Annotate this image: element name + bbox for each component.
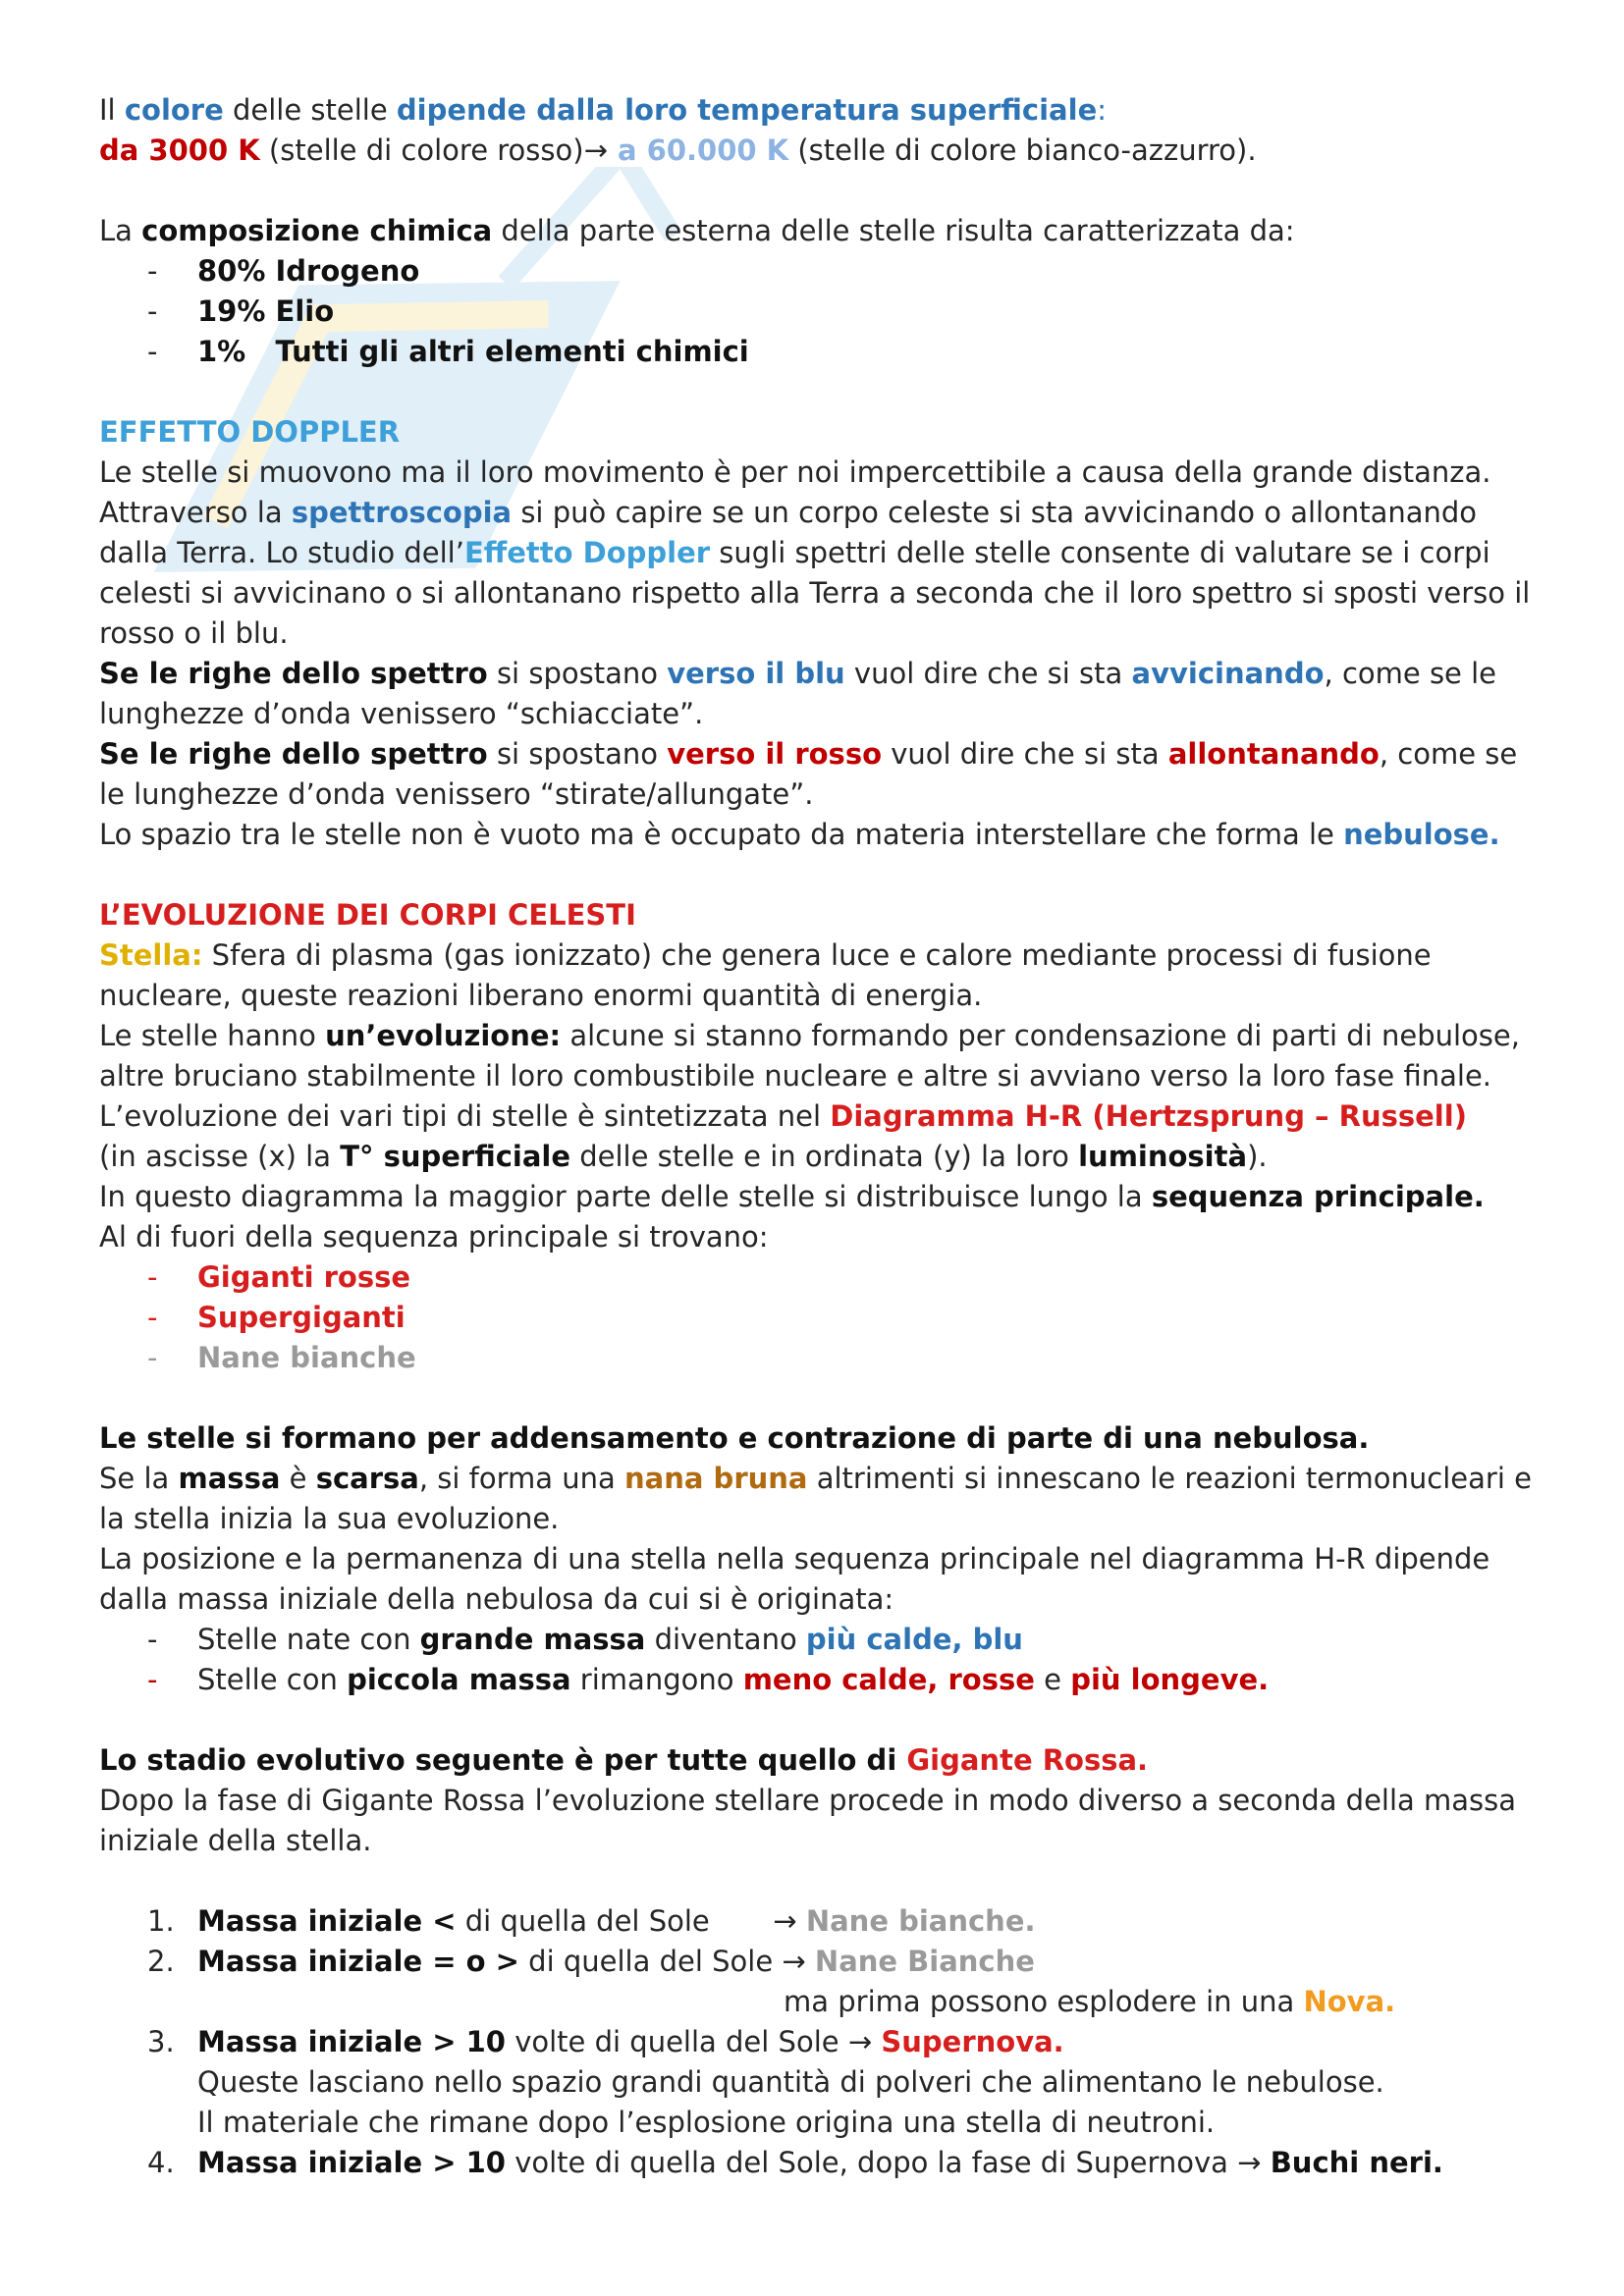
arrow-right-icon: → (1237, 2146, 1271, 2179)
list-item: - 19% Elio (147, 294, 335, 328)
evolution-heading: L’EVOLUZIONE DEI CORPI CELESTI (99, 898, 636, 932)
mass-outcomes-list (99, 1901, 1543, 2183)
brown-dwarf-paragraph: Se la massa è scarsa, si forma una nana bruna altrimenti si innescano le reazioni termonucleari e la stella inizia la sua evoluzione. (99, 1462, 1532, 1535)
list-item: 1. Massa iniziale < di quella del Sole → Nane bianche. (147, 1904, 1036, 1938)
list-item: 2. Massa iniziale = o > di quella del Sole → Nane Bianche (147, 1945, 1035, 1978)
list-item: 4. Massa iniziale > 10 volte di quella del Sole, dopo la fase di Supernova → Buchi neri. (147, 2146, 1443, 2179)
doppler-blueshift: Se le righe dello spettro si spostano verso il blu vuol dire che si sta avvicinando, come se le lunghezze d’onda venissero “schiacciate”. (99, 657, 1497, 730)
mass-list (99, 1620, 1543, 1700)
formation-heading: Le stelle si formano per addensamento e contrazione di parte di una nebulosa. (99, 1421, 1370, 1455)
hr-axes-line: (in ascisse (x) la T° superficiale delle stelle e in ordinata (y) la loro luminosità). (99, 1140, 1268, 1173)
main-sequence-position: La posizione e la permanenza di una stella nella sequenza principale nel diagramma H-R dipende dalla massa iniziale della nebulosa da cui si è originata: (99, 1542, 1490, 1616)
doppler-redshift: Se le righe dello spettro si spostano verso il rosso vuol dire che si sta allontanando, come se le lunghezze d’onda venissero “stirate/allungate”. (99, 737, 1518, 811)
composition-list (99, 251, 1543, 372)
list-item: 3. Massa iniziale > 10 volte di quella del Sole → Supernova. (147, 2025, 1064, 2058)
arrow-right-icon: → (847, 2025, 882, 2058)
temperature-range-line: da 3000 K (stelle di colore rosso)→ a 60.000 K (stelle di colore bianco-azzurro). (99, 133, 1257, 167)
arrow-right-icon: → (773, 1904, 806, 1938)
arrow-right-icon: → (782, 1945, 815, 1978)
red-giant-stage: Lo stadio evolutivo seguente è per tutte quello di Gigante Rossa. (99, 1743, 1149, 1777)
doppler-paragraph-1: Le stelle si muovono ma il loro movimento è per noi impercettibile a causa della grande distanza. (99, 455, 1491, 489)
document-page (99, 90, 1543, 2183)
star-evolution-paragraph: Le stelle hanno un’evoluzione: alcune si stanno formando per condensazione di parti di nebulose, altre bruciano stabilmente il loro combustibile nucleare e altre si avviano verso la loro fase finale. (99, 1019, 1520, 1093)
list-item: - 80% Idrogeno (147, 254, 420, 288)
hr-diagram-line: L’evoluzione dei vari tipi di stelle è sintetizzata nel Diagramma H-R (Hertzsprung – Russell) (99, 1099, 1467, 1133)
composition-lead: La composizione chimica della parte esterna delle stelle risulta caratterizzata da: (99, 214, 1295, 247)
main-sequence-line: In questo diagramma la maggior parte delle stelle si distribuisce lungo la sequenza principale. (99, 1180, 1485, 1213)
star-types-list (99, 1257, 1543, 1378)
list-item: - Supergiganti (147, 1301, 406, 1334)
list-item: - 1% Tutti gli altri elementi chimici (147, 335, 749, 368)
supernova-note: Queste lasciano nello spazio grandi quantità di polveri che alimentano le nebulose. (197, 2065, 1384, 2099)
outside-main-sequence: Al di fuori della sequenza principale si trovano: (99, 1220, 769, 1254)
interstellar-matter: Lo spazio tra le stelle non è vuoto ma è occupato da materia interstellare che forma le nebulose. (99, 818, 1500, 851)
list-item: - Stelle nate con grande massa diventano più calde, blu (147, 1623, 1023, 1656)
list-item: - Stelle con piccola massa rimangono meno calde, rosse e più longeve. (147, 1663, 1270, 1696)
doppler-paragraph-2: Attraverso la spettroscopia si può capire se un corpo celeste si sta avvicinando o allontanando dalla Terra. Lo studio dell’Effetto Doppler sugli spettri delle stelle consente di valutare se i corpi celesti si avvicinano o si allontanano rispetto alla Terra a seconda che il loro spettro si sposti verso il rosso o il blu. (99, 496, 1531, 650)
nova-line: ma prima possono esplodere in una Nova. (784, 1985, 1396, 2018)
doppler-heading: EFFETTO DOPPLER (99, 415, 401, 449)
arrow-right-icon: → (583, 133, 608, 167)
list-item: - Nane bianche (147, 1341, 416, 1374)
neutron-star-note: Il materiale che rimane dopo l’esplosione origina una stella di neutroni. (197, 2106, 1216, 2139)
list-item: - Giganti rosse (147, 1260, 411, 1294)
after-red-giant: Dopo la fase di Gigante Rossa l’evoluzione stellare procede in modo diverso a seconda della massa iniziale della stella. (99, 1784, 1517, 1857)
color-temperature-line: Il colore delle stelle dipende dalla loro temperatura superficiale: (99, 93, 1108, 127)
star-definition: Stella: Sfera di plasma (gas ionizzato) che genera luce e calore mediante processi di fusione nucleare, queste reazioni liberano enormi quantità di energia. (99, 938, 1432, 1012)
